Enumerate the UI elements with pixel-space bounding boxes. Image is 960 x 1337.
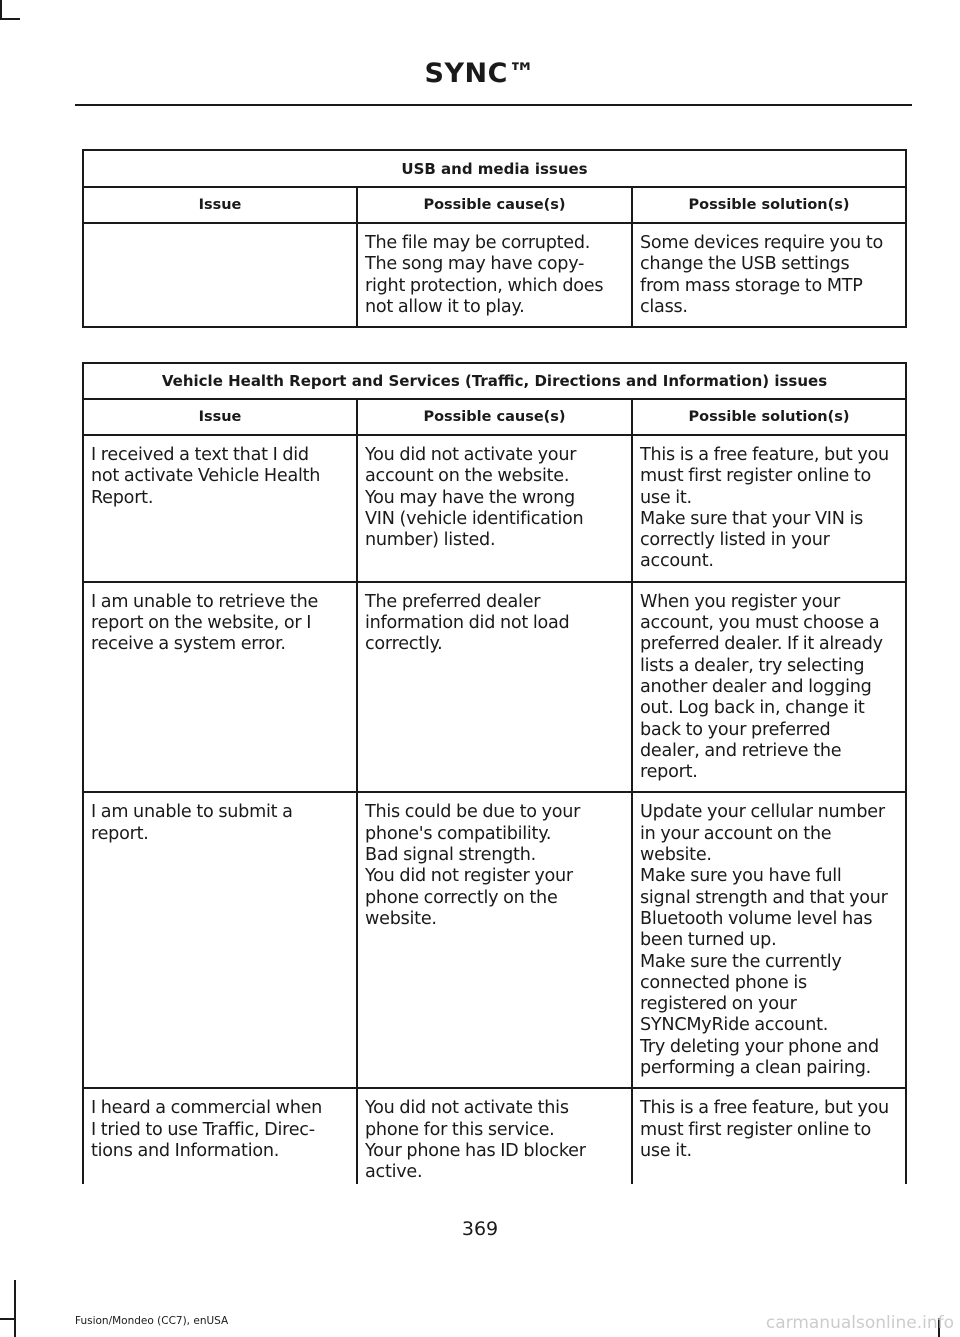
cause-text-line: right protection, which does	[365, 275, 604, 296]
issue-text-line: I heard a commercial when	[91, 1098, 323, 1119]
crop-mark-bottom-left-v	[14, 1280, 16, 1337]
solution-cell	[632, 223, 906, 327]
vehicle-health-report-issues-table	[82, 362, 907, 1184]
solution-text-line: must first register online to	[640, 1119, 872, 1140]
cause-text-line: Your phone has ID blocker	[365, 1140, 586, 1161]
solution-text-line: back to your preferred	[640, 719, 831, 740]
cause-text-line: The preferred dealer	[365, 591, 541, 612]
footer-model: Fusion/Mondeo (CC7), enUSA	[75, 1315, 229, 1327]
solution-text-line: Update your cellular number	[640, 802, 885, 823]
column-header-cause: Possible cause(s)	[357, 187, 632, 223]
solution-text-line: use it.	[640, 1140, 692, 1161]
cause-text-line: You did not register your	[365, 866, 573, 887]
cause-text-line: Bad signal strength.	[365, 845, 536, 866]
solution-text-line: in your account on the	[640, 823, 832, 844]
cause-text-line: phone correctly on the	[365, 887, 558, 908]
issue-text-line: tions and Information.	[91, 1140, 280, 1161]
issue-cell	[83, 792, 357, 1088]
solution-text-line: another dealer and logging	[640, 676, 872, 697]
solution-text-line: preferred dealer. If it already	[640, 634, 883, 655]
issue-text-line: I received a text that I did	[91, 445, 309, 465]
solution-text-line: lists a dealer, try selecting	[640, 655, 865, 676]
solution-text-line: connected phone is	[640, 972, 807, 993]
solution-text-line: dealer, and retrieve the	[640, 740, 842, 761]
issue-text-line: I am unable to submit a	[91, 802, 293, 823]
issue-text-line: report.	[91, 823, 149, 844]
cause-text-line: The file may be corrupted.	[365, 233, 591, 253]
crop-mark-top-left-v	[0, 0, 2, 20]
table-row	[83, 792, 906, 1088]
table-row	[83, 582, 906, 793]
issue-text-line: Report.	[91, 487, 154, 508]
solution-text-line: Try deleting your phone and	[640, 1036, 879, 1057]
table-title: Vehicle Health Report and Services (Traffic, Directions and Information) issues	[83, 363, 906, 399]
table-row	[83, 223, 906, 327]
column-header-issue: Issue	[83, 187, 357, 223]
cause-text-line: The song may have copy-	[365, 254, 585, 275]
solution-text-line: registered on your	[640, 994, 797, 1015]
cause-text-line: active.	[365, 1162, 423, 1183]
solution-cell	[632, 435, 906, 582]
table-title: USB and media issues	[83, 150, 906, 187]
cause-text-line: account on the website.	[365, 466, 570, 487]
solution-text-line: Some devices require you to	[640, 233, 884, 253]
cause-text-line: phone for this service.	[365, 1119, 555, 1140]
cause-text-line: correctly.	[365, 634, 443, 655]
solution-text-line: from mass storage to MTP	[640, 275, 863, 296]
cause-text-line: phone's compatibility.	[365, 823, 552, 844]
header-rule	[75, 104, 912, 106]
issue-cell	[83, 1088, 357, 1183]
solution-text-line: Make sure the currently	[640, 951, 842, 972]
cause-cell	[357, 582, 632, 793]
issue-text-line: not activate Vehicle Health	[91, 466, 321, 487]
solution-text-line: class.	[640, 296, 688, 317]
usb-media-issues-table	[82, 149, 907, 328]
solution-text-line: When you register your	[640, 591, 841, 612]
solution-text-line: report.	[640, 762, 698, 783]
column-header-issue: Issue	[83, 399, 357, 435]
table-row	[83, 435, 906, 582]
cause-cell	[357, 435, 632, 582]
watermark-text: carmanualsonline.info	[765, 1313, 954, 1333]
solution-text-line: This is a free feature, but you	[640, 445, 889, 465]
column-header-cause: Possible cause(s)	[357, 399, 632, 435]
cause-cell	[357, 792, 632, 1088]
cause-text-line: This could be due to your	[365, 802, 581, 823]
solution-text-line: Make sure that your VIN is	[640, 508, 864, 529]
cause-cell	[357, 1088, 632, 1183]
solution-text-line: account, you must choose a	[640, 613, 880, 634]
column-header-solution: Possible solution(s)	[632, 187, 906, 223]
solution-text-line: performing a clean pairing.	[640, 1058, 871, 1079]
issue-text-line: receive a system error.	[91, 634, 286, 655]
column-header-solution: Possible solution(s)	[632, 399, 906, 435]
solution-text-line: use it.	[640, 487, 692, 508]
issue-cell	[83, 582, 357, 793]
solution-cell	[632, 792, 906, 1088]
solution-text-line: been turned up.	[640, 930, 777, 951]
table-row	[83, 1088, 906, 1183]
solution-text-line: out. Log back in, change it	[640, 698, 865, 719]
cause-text-line: website.	[365, 908, 437, 929]
solution-text-line: SYNCMyRide account.	[640, 1015, 829, 1036]
issue-text-line: I tried to use Traffic, Direc-	[91, 1119, 315, 1140]
cause-text-line: You did not activate this	[365, 1098, 569, 1119]
page-number: 369	[461, 1218, 499, 1240]
cause-text-line: information did not load	[365, 613, 570, 634]
issue-cell	[83, 223, 357, 327]
page-title: SYNC™	[424, 58, 536, 89]
cause-text-line: You did not activate your	[365, 445, 577, 465]
cause-text-line: You may have the wrong	[365, 487, 575, 508]
solution-cell	[632, 582, 906, 793]
solution-text-line: Make sure you have full	[640, 866, 842, 887]
solution-text-line: correctly listed in your	[640, 530, 830, 551]
cause-text-line: VIN (vehicle identification	[365, 508, 584, 529]
solution-cell	[632, 1088, 906, 1183]
solution-text-line: website.	[640, 845, 712, 866]
solution-text-line: signal strength and that your	[640, 887, 888, 908]
issue-text-line: report on the website, or I	[91, 613, 312, 634]
crop-mark-bottom-left-h	[0, 1318, 16, 1320]
solution-text-line: change the USB settings	[640, 254, 850, 275]
crop-mark-top-left-h	[0, 18, 20, 20]
solution-text-line: must first register online to	[640, 466, 872, 487]
cause-text-line: not allow it to play.	[365, 296, 525, 317]
solution-text-line: account.	[640, 551, 714, 572]
solution-text-line: This is a free feature, but you	[640, 1098, 889, 1119]
cause-cell	[357, 223, 632, 327]
issue-cell	[83, 435, 357, 582]
issue-text-line: I am unable to retrieve the	[91, 591, 319, 612]
solution-text-line: Bluetooth volume level has	[640, 908, 873, 929]
cause-text-line: number) listed.	[365, 530, 496, 551]
